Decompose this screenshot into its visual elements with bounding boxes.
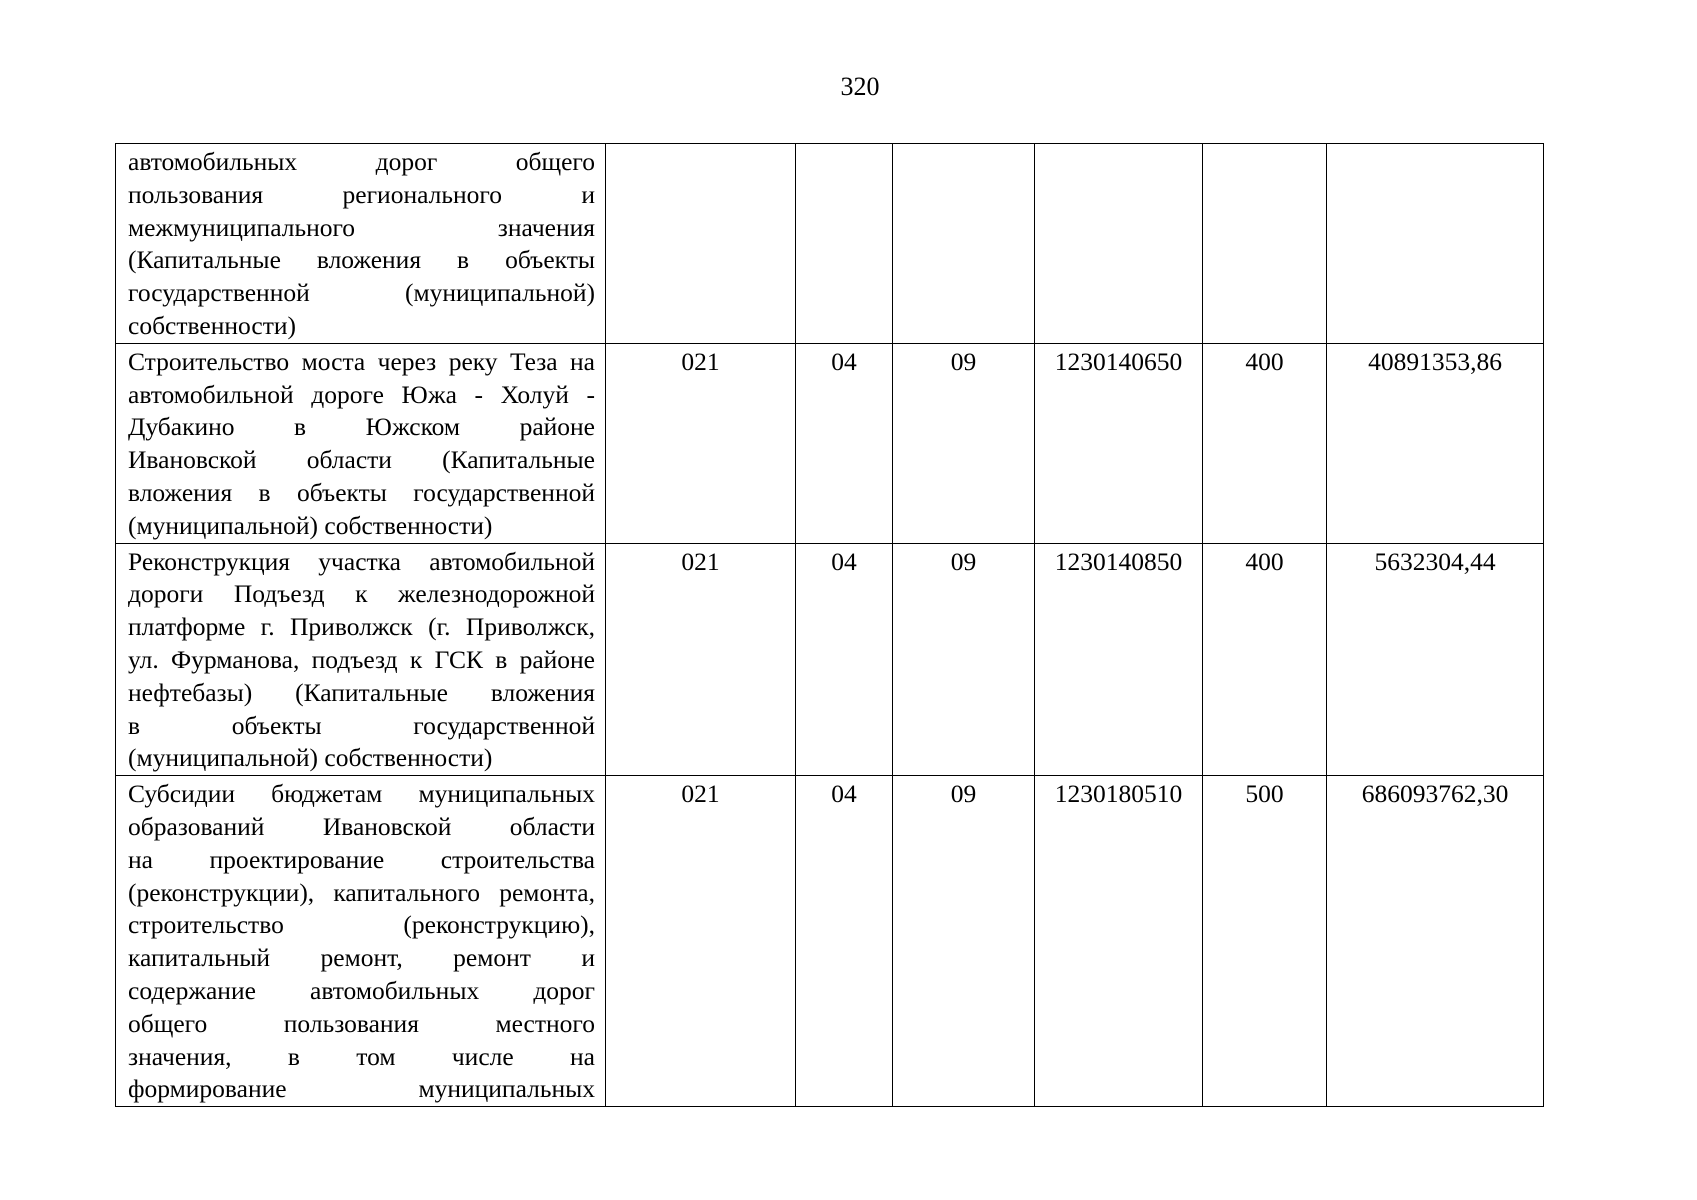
description-cell <box>116 343 606 543</box>
description-line: общего пользования местного <box>128 1008 595 1038</box>
description-line: образований Ивановской области <box>128 811 595 841</box>
description-line: Дубакино в Южском районе <box>128 412 595 442</box>
subsection-code-cell: 09 <box>893 776 1035 1107</box>
description-line: на проектирование строительства <box>128 844 595 874</box>
description-line: формирование муниципальных <box>128 1074 595 1104</box>
expense-type-cell <box>1203 144 1327 344</box>
description-line: платформе г. Приволжск (г. Приволжск, <box>128 612 595 642</box>
description-line: межмуниципального значения <box>128 212 595 242</box>
description-line: (Капитальные вложения в объекты <box>128 245 595 275</box>
section-code-cell: 04 <box>796 343 893 543</box>
description-line: строительство (реконструкцию), <box>128 910 595 940</box>
target-article-cell: 1230180510 <box>1035 776 1203 1107</box>
section-code-cell <box>796 144 893 344</box>
description-line: автомобильных дорог общего <box>128 147 595 176</box>
description-line: собственности) <box>128 310 296 340</box>
admin-code-cell: 021 <box>606 543 796 776</box>
expense-type-cell: 500 <box>1203 776 1327 1107</box>
description-line: (муниципальной) собственности) <box>128 743 493 773</box>
target-article-cell: 1230140650 <box>1035 343 1203 543</box>
description-line: Строительство моста через реку Теза на <box>128 346 595 376</box>
description-line: в объекты государственной <box>128 710 595 740</box>
description-line: содержание автомобильных дорог <box>128 975 595 1005</box>
description-line: ул. Фурманова, подъезд к ГСК в районе <box>128 644 595 674</box>
description-line: Субсидии бюджетам муниципальных <box>128 779 595 809</box>
description-line: (муниципальной) собственности) <box>128 510 493 540</box>
table-row <box>116 776 1544 1107</box>
table-row <box>116 543 1544 776</box>
expense-type-cell: 400 <box>1203 343 1327 543</box>
page-number: 320 <box>840 72 880 101</box>
description-cell <box>116 776 606 1107</box>
expense-type-cell: 400 <box>1203 543 1327 776</box>
target-article-cell <box>1035 144 1203 344</box>
admin-code-cell: 021 <box>606 776 796 1107</box>
amount-cell: 686093762,30 <box>1327 776 1544 1107</box>
target-article-cell: 1230140850 <box>1035 543 1203 776</box>
subsection-code-cell: 09 <box>893 343 1035 543</box>
section-code-cell: 04 <box>796 543 893 776</box>
subsection-code-cell <box>893 144 1035 344</box>
description-line: (реконструкции), капитального ремонта, <box>128 877 595 907</box>
description-line: пользования регионального и <box>128 179 595 209</box>
description-line: капитальный ремонт, ремонт и <box>128 943 595 973</box>
table-row <box>116 144 1544 344</box>
subsection-code-cell: 09 <box>893 543 1035 776</box>
description-line: значения, в том числе на <box>128 1041 595 1071</box>
description-line: Реконструкция участка автомобильной <box>128 546 595 576</box>
description-line: нефтебазы) (Капитальные вложения <box>128 677 595 707</box>
description-cell <box>116 144 606 344</box>
section-code-cell: 04 <box>796 776 893 1107</box>
description-line: дороги Подъезд к железнодорожной <box>128 579 595 609</box>
description-line: автомобильной дороге Южа - Холуй - <box>128 379 595 409</box>
description-cell <box>116 543 606 776</box>
description-line: государственной (муниципальной) <box>128 278 595 308</box>
admin-code-cell <box>606 144 796 344</box>
description-line: вложения в объекты государственной <box>128 477 595 507</box>
admin-code-cell: 021 <box>606 343 796 543</box>
amount-cell: 5632304,44 <box>1327 543 1544 776</box>
amount-cell: 40891353,86 <box>1327 343 1544 543</box>
amount-cell <box>1327 144 1544 344</box>
table-row <box>116 343 1544 543</box>
budget-table <box>115 143 1544 1107</box>
description-line: Ивановской области (Капитальные <box>128 445 595 475</box>
